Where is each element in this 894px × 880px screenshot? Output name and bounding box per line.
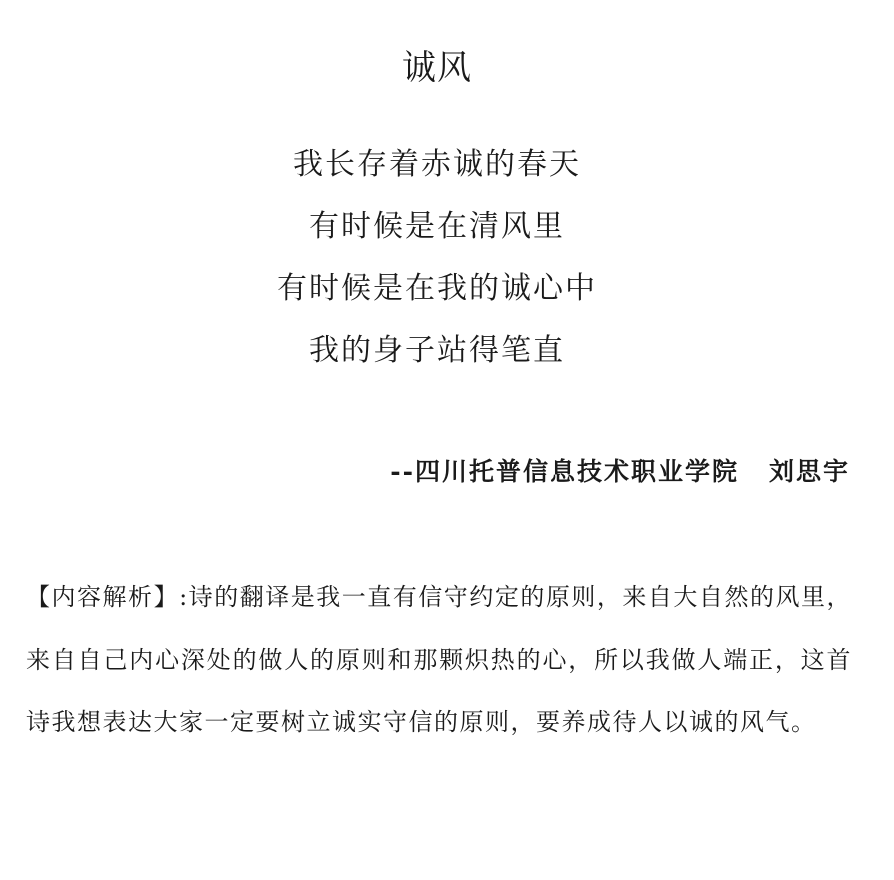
attribution-school: --四川托普信息技术职业学院 [390,457,739,486]
poem-title: 诚风 [402,48,472,88]
analysis-label: 【内容解析】: [26,583,189,611]
poem-body [0,134,874,382]
analysis-text: 诗的翻译是我一直有信守约定的原则，来自大自然的风里，来自自己内心深处的做人的原则和那颗炽热的心，所以我做人端正，这首诗我想表达大家一定要树立诚实守信的原则，要养成待人以诚的风气。 [26,583,852,736]
poem-attribution [390,452,850,492]
poem-line: 我的身子站得笔直 [309,333,565,368]
poem-line: 有时候是在我的诚心中 [277,271,597,306]
poem-line: 有时候是在清风里 [309,209,565,244]
attribution-author: 刘思宇 [768,457,850,486]
poem-line: 我长存着赤诚的春天 [293,147,581,182]
content-analysis [26,566,852,754]
